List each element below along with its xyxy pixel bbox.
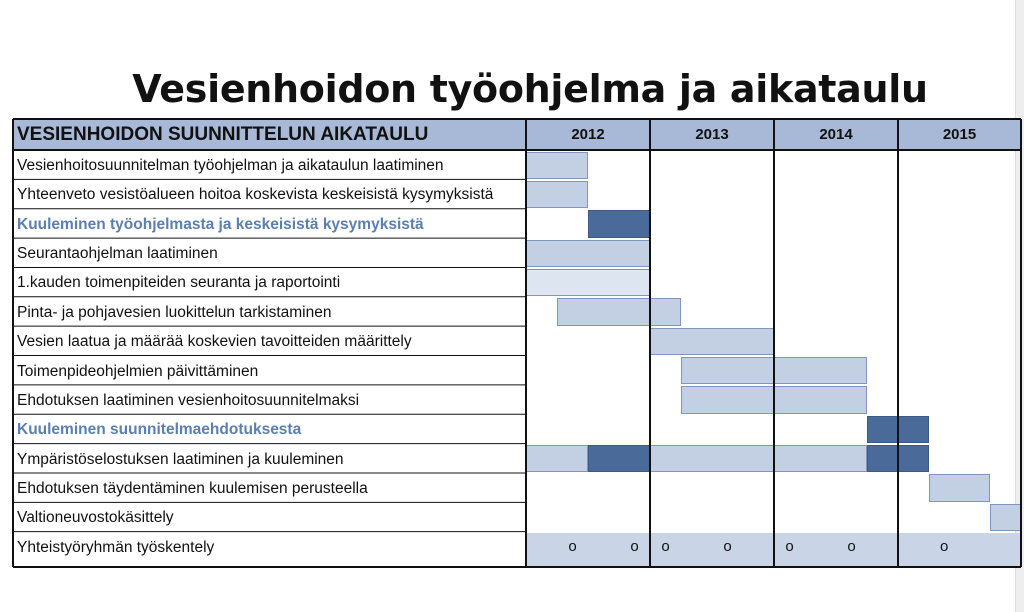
meeting-marker: o	[847, 537, 856, 555]
task-label: Ympäristöselostuksen laatiminen ja kuuleminen	[17, 450, 344, 468]
meeting-marker: o	[568, 537, 577, 555]
year-label: 2012	[571, 126, 605, 143]
year-label: 2014	[819, 126, 853, 143]
meeting-marker: o	[785, 537, 794, 555]
task-label: Vesienhoitosuunnitelman työohjelman ja aikataulun laatiminen	[17, 157, 444, 174]
task-label: Pinta- ja pohjavesien luokittelun tarkistaminen	[17, 303, 332, 321]
task-label: Ehdotuksen täydentäminen kuulemisen perusteella	[17, 479, 368, 497]
meeting-marker: o	[630, 537, 639, 555]
task-label: Kuuleminen työohjelmasta ja keskeisistä kysymyksistä	[17, 215, 424, 233]
task-label: Yhteenveto vesistöalueen hoitoa koskevista keskeisistä kysymyksistä	[17, 186, 494, 204]
page-title: Vesienhoidon työohjelma ja aikataulu	[132, 67, 928, 112]
task-label: Ehdotuksen laatiminen vesienhoitosuunnitelmaksi	[17, 391, 360, 409]
chart-title: VESIENHOIDON SUUNNITTELUN AIKATAULU	[17, 124, 429, 145]
task-label: 1.kauden toimenpiteiden seuranta ja raportointi	[17, 274, 341, 292]
task-label: Toimenpideohjelmien päivittäminen	[17, 362, 259, 380]
year-label: 2015	[942, 126, 977, 143]
task-label: Yhteistyöryhmän työskentely	[17, 538, 215, 556]
year-label: 2013	[695, 126, 729, 143]
task-label: Valtioneuvostokäsittely	[17, 509, 174, 527]
task-label: Kuuleminen suunnitelmaehdotuksesta	[17, 421, 302, 439]
task-label: Vesien laatua ja määrää koskevien tavoitteiden määrittely	[17, 333, 412, 351]
meeting-marker: o	[661, 537, 670, 555]
task-label: Seurantaohjelman laatiminen	[17, 245, 218, 263]
meeting-marker: o	[939, 537, 949, 555]
meeting-marker: o	[723, 537, 732, 555]
